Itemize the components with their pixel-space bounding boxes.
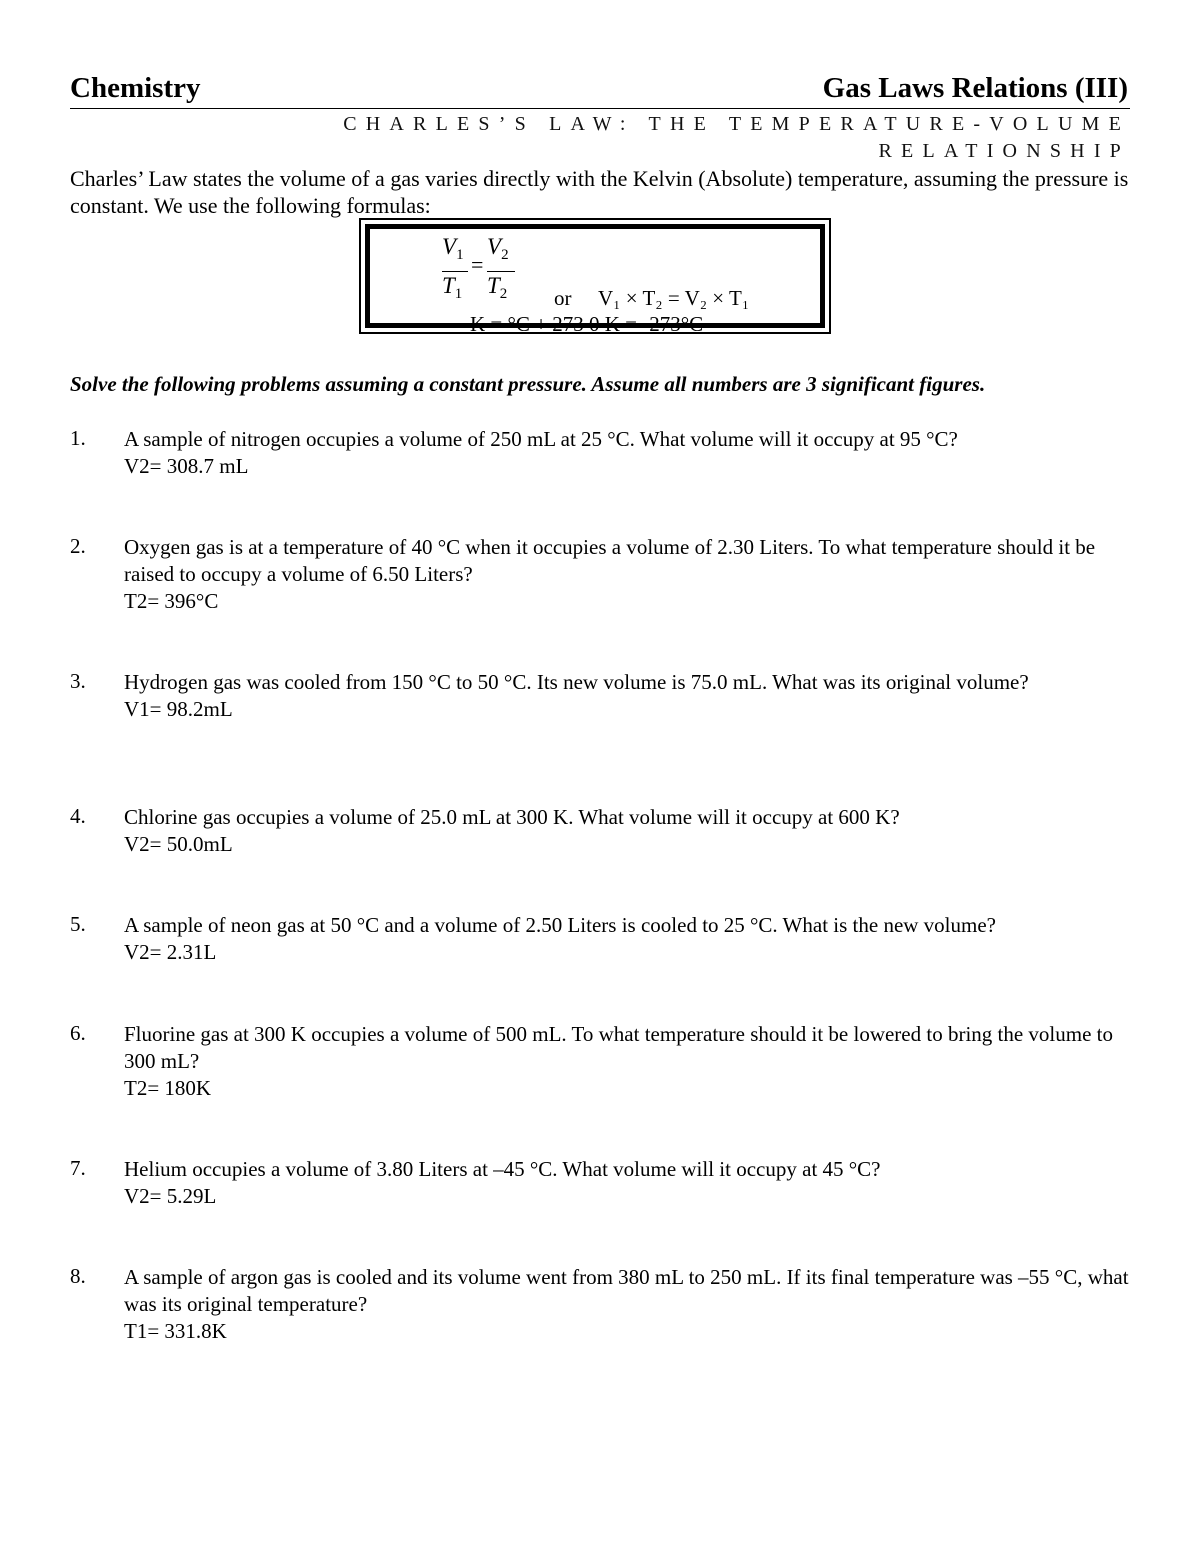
problem-question: A sample of nitrogen occupies a volume of 250 mL at 25 °C. What volume will it occupy at 95 °C? <box>124 427 958 451</box>
formula-v2: $V_2$ <box>487 234 509 263</box>
formula-v1: $V_1$ <box>442 234 464 263</box>
formula-t2: $T_2$ <box>487 273 508 302</box>
formula-box <box>359 218 831 334</box>
problem-number: 2. <box>70 534 86 558</box>
problem-number: 7. <box>70 1156 86 1180</box>
problem-body <box>124 534 1129 615</box>
instructions: Solve the following problems assuming a constant pressure. Assume all numbers are 3 significant figures. <box>70 372 986 396</box>
problem-body <box>124 804 1129 858</box>
formula-t1: $T_1$ <box>442 273 463 302</box>
fraction-bar-2 <box>487 271 515 272</box>
problem-question: Oxygen gas is at a temperature of 40 °C when it occupies a volume of 2.30 Liters. To what temperature should it be raised to occupy a volume of 6.50 Liters? <box>124 535 1096 586</box>
problem-answer: T1= 331.8K <box>124 1319 227 1343</box>
subtitle-line-1: CHARLES’S LAW: THE TEMPERATURE-VOLUME <box>343 113 1130 135</box>
formula-alt: V₁ × T₂ = V₂ × T₁ <box>598 286 750 310</box>
problem-number: 3. <box>70 669 86 693</box>
formula-inner-border <box>365 224 825 336</box>
intro-paragraph: Charles’ Law states the volume of a gas varies directly with the Kelvin (Absolute) temperature, assuming the pressure is constant. We use the following formulas: <box>70 166 1129 218</box>
problem-question: Hydrogen gas was cooled from 150 °C to 50 °C. Its new volume is 75.0 mL. What was its original volume? <box>124 670 1029 694</box>
fraction-bar-1 <box>442 271 468 272</box>
problem-answer: V2= 5.29L <box>124 1184 217 1208</box>
formula-or: or <box>554 286 572 310</box>
problem-body <box>124 912 1129 966</box>
problem-answer: V2= 2.31L <box>124 940 217 964</box>
problem-answer: V2= 308.7 mL <box>124 454 249 478</box>
problem-number: 6. <box>70 1021 86 1045</box>
problem-question: Fluorine gas at 300 K occupies a volume of 500 mL. To what temperature should it be lowered to bring the volume to 300 mL? <box>124 1022 1114 1073</box>
problem-question: Chlorine gas occupies a volume of 25.0 mL at 300 K. What volume will it occupy at 600 K? <box>124 805 900 829</box>
problem-number: 8. <box>70 1264 86 1288</box>
problem-body <box>124 669 1129 723</box>
problem-answer: V2= 50.0mL <box>124 832 233 856</box>
formula-equals: = <box>471 252 484 277</box>
problem-answer: V1= 98.2mL <box>124 697 233 721</box>
problem-question: A sample of argon gas is cooled and its volume went from 380 mL to 250 mL. If its final temperature was –55 °C, what was its original temperature? <box>124 1265 1129 1316</box>
problem-number: 5. <box>70 912 86 936</box>
problem-answer: T2= 396°C <box>124 589 219 613</box>
problem-body <box>124 1264 1129 1345</box>
page-title: Gas Laws Relations (III) <box>822 72 1128 104</box>
title-divider <box>70 108 1130 109</box>
problem-answer: T2= 180K <box>124 1076 212 1100</box>
problem-number: 4. <box>70 804 86 828</box>
problem-body <box>124 426 1129 480</box>
problem-number: 1. <box>70 426 86 450</box>
subject-heading: Chemistry <box>70 72 201 104</box>
problem-question: Helium occupies a volume of 3.80 Liters at –45 °C. What volume will it occupy at 45 °C? <box>124 1157 881 1181</box>
problem-body <box>124 1156 1129 1210</box>
subtitle-line-2: RELATIONSHIP <box>878 140 1130 162</box>
problem-question: A sample of neon gas at 50 °C and a volume of 2.50 Liters is cooled to 25 °C. What is the new volume? <box>124 913 996 937</box>
formula-conversion: K = °C + 273 0 K = -273°C <box>470 312 704 336</box>
problem-body <box>124 1021 1129 1102</box>
